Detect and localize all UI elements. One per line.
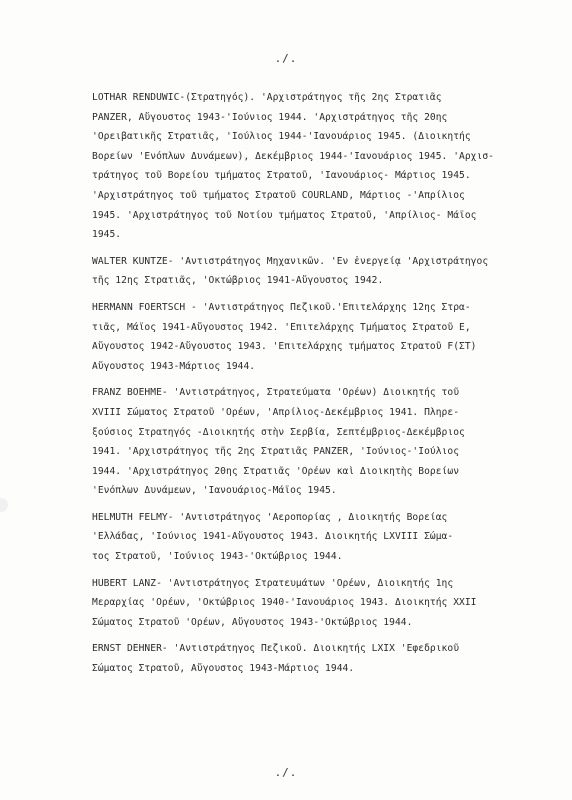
text-line: τῆς 12ης Στρατιᾶς, 'Οκτώβριος 1941-Αὔγουστος 1942. — [92, 275, 384, 287]
page-marker-bottom: ./. — [274, 766, 298, 779]
text-line: PANZER, Αὔγουστος 1943-'Ιούνιος 1944. 'Αρχιστράτηγος τῆς 20ης — [92, 111, 448, 123]
biography-entry — [92, 508, 557, 567]
biography-entry — [92, 574, 557, 633]
text-line: 'Ορειβατικῆς Στρατιᾶς, 'Ιούλιος 1944-'Ιανουάριος 1945. (Διοικητής — [92, 131, 471, 143]
text-line: 1945. — [92, 229, 122, 241]
text-line: Μεραρχίας 'Ορέων, 'Οκτώβριος 1940-'Ιανουάριος 1943. Διοικητής XXII — [92, 597, 477, 609]
text-line: Σώματος Στρατοῦ 'Ορέων, Αὔγουστος 1943-'Οκτώβριος 1944. — [92, 616, 413, 628]
text-line: HERMANN FOERTSCH - 'Αντιστράτηγος Πεζικοῦ.'Επιτελάρχης 12ης Στρα- — [92, 301, 471, 313]
text-line: LOTHAR RENDUWIC-(Στρατηγός). 'Αρχιστράτηγος τῆς 2ης Στρατιᾶς — [92, 92, 442, 103]
text-line: 'Ενόπλων Δυνάμεων, 'Ιανουάριος-Μάϊος 1945. — [92, 485, 337, 497]
text-line: 1941. 'Αρχιστράτηγος τῆς 2ης Στρατιᾶς PANZER, 'Ιούνιος-'Ιούλιος — [92, 446, 460, 458]
text-line: 'Αρχιστράτηγος τοῦ τμήματος Στρατοῦ COURLAND, Μάρτιος -'Απρίλιος — [92, 189, 465, 201]
text-line: ξούσιος Στρατηγός -Διοικητής στὴν Σερβία, Σεπτέμβριος-Δεκέμβριος — [92, 426, 465, 438]
biography-entry — [92, 88, 557, 245]
text-line: τιᾶς, Μάϊος 1941-Αὔγουστος 1942. 'Επιτελάρχης Τμήματος Στρατοῦ Ε, — [92, 321, 471, 333]
binder-hole — [0, 498, 8, 512]
text-line: 1945. 'Αρχιστράτηγος τοῦ Νοτίου τμήματος Στρατοῦ, 'Απρίλιος- Μάϊος — [92, 209, 477, 221]
text-line: HELMUTH FELMY- 'Αντιστράτηγος 'Αεροπορίας , Διοικητής Βορείας — [92, 511, 448, 523]
document-body — [92, 88, 557, 686]
text-line: WALTER KUNTZE- 'Αντιστράτηγος Μηχανικῶν. 'Εν ἐνεργείᾳ 'Αρχιστράτηγος — [92, 255, 489, 267]
text-line: τος Στρατοῦ, 'Ιούνιος 1943-'Οκτώβριος 1944. — [92, 551, 343, 563]
page-marker-top: ./. — [274, 52, 298, 65]
biography-entry — [92, 383, 557, 501]
text-line: 1944. 'Αρχιστράτηγος 20ης Στρατιᾶς 'Ορέων καὶ Διοικητὴς Βορείων — [92, 465, 460, 477]
text-line: Αὔγουστος 1942-Αὔγουστος 1943. 'Επιτελάρχης τμήματος Στρατοῦ F(ΣΤ) — [92, 341, 477, 353]
text-line: 'Ελλάδας, 'Ιούνιος 1941-Αὔγουστος 1943. Διοικητής LXVIII Σώμα- — [92, 531, 454, 543]
text-line: Σώματος Στρατοῦ, Αὔγουστος 1943-Μάρτιος 1944. — [92, 663, 355, 675]
text-line: τράτηγος τοῦ Βορείου τμήματος Στρατοῦ, 'Ιανουάριος- Μάρτιος 1945. — [92, 170, 471, 182]
text-line: Βορείων 'Ενόπλων Δυνάμεων), Δεκέμβριος 1944-'Ιανουάριος 1945. 'Αρχισ- — [92, 150, 494, 162]
text-line: HUBERT LANZ- 'Αντιστράτηγος Στρατευμάτων 'Ορέων, Διοικητής 1ης — [92, 577, 454, 589]
text-line: Αὔγουστος 1943-Μάρτιος 1944. — [92, 360, 256, 372]
text-line: ERNST DEHNER- 'Αντιστράτηγος Πεζικοῦ. Διοικητής LXIX 'Εφεδρικοῦ — [92, 643, 460, 655]
text-line: XVIII Σώματος Στρατοῦ 'Ορέων, 'Απρίλιος-Δεκέμβριος 1941. Πληρε- — [92, 406, 460, 418]
biography-entry — [92, 252, 557, 291]
biography-entry — [92, 639, 557, 678]
biography-entry — [92, 298, 557, 376]
text-line: FRANZ BOEHME- 'Αντιστράτηγος, Στρατεύματα 'Ορέων) Διοικητής τοῦ — [92, 387, 460, 399]
